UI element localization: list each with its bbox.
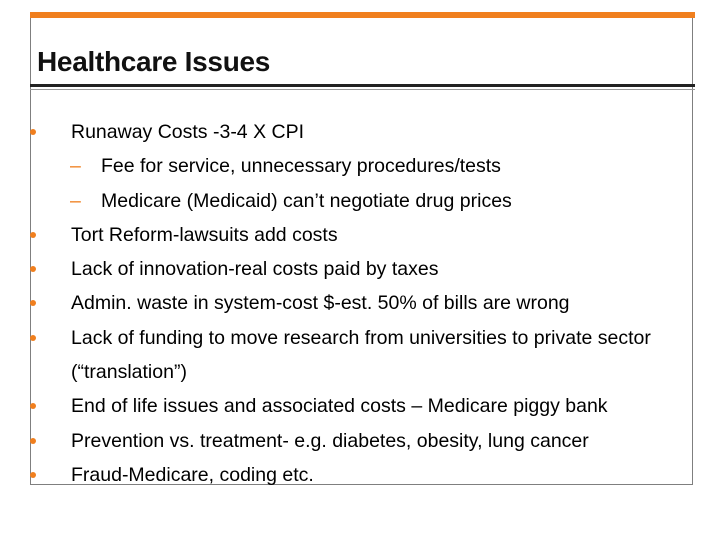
bullet-text: Lack of innovation-real costs paid by taxes xyxy=(71,258,439,281)
bullet-dot-icon xyxy=(30,438,36,444)
bullet-item xyxy=(30,389,690,423)
bullet-dot-icon xyxy=(30,335,36,341)
bullet-item xyxy=(30,286,690,320)
dash-icon: – xyxy=(70,155,81,178)
bullet-list xyxy=(30,115,690,492)
slide-title: Healthcare Issues xyxy=(37,46,271,77)
bullet-text: End of life issues and associated costs – Medicare piggy bank xyxy=(71,395,608,418)
bullet-item xyxy=(30,218,690,252)
sub-bullet-text: Fee for service, unnecessary procedures/tests xyxy=(101,155,501,178)
bullet-dot-icon xyxy=(30,403,36,409)
bullet-dot-icon xyxy=(30,300,36,306)
bullet-item xyxy=(30,458,690,492)
bullet-text: Admin. waste in system-cost $-est. 50% of bills are wrong xyxy=(71,292,570,315)
bullet-dot-icon xyxy=(30,472,36,478)
bullet-text: Lack of funding to move research from universities to private sector (“translation”) xyxy=(71,326,651,384)
bullet-text: Runaway Costs -3-4 X CPI xyxy=(71,121,305,143)
bullet-dot-icon xyxy=(30,232,36,238)
sub-bullet-text: Medicare (Medicaid) can’t negotiate drug prices xyxy=(101,189,512,212)
bullet-item xyxy=(30,321,690,390)
bullet-dot-icon xyxy=(30,129,36,135)
sub-bullet-item xyxy=(30,184,690,218)
title-underline-thin xyxy=(30,89,695,90)
bullet-item xyxy=(30,252,690,286)
title-underline xyxy=(30,84,695,87)
bullet-text: Prevention vs. treatment- e.g. diabetes, obesity, lung cancer xyxy=(71,429,589,452)
bullet-item xyxy=(30,424,690,458)
bullet-dot-icon xyxy=(30,266,36,272)
bullet-text: Fraud-Medicare, coding etc. xyxy=(71,463,314,486)
sub-bullet-item xyxy=(30,149,690,183)
slide-top-accent-bar xyxy=(30,12,695,18)
bullet-item xyxy=(30,115,690,149)
dash-icon: – xyxy=(70,189,81,212)
bullet-text: Tort Reform-lawsuits add costs xyxy=(71,223,338,246)
